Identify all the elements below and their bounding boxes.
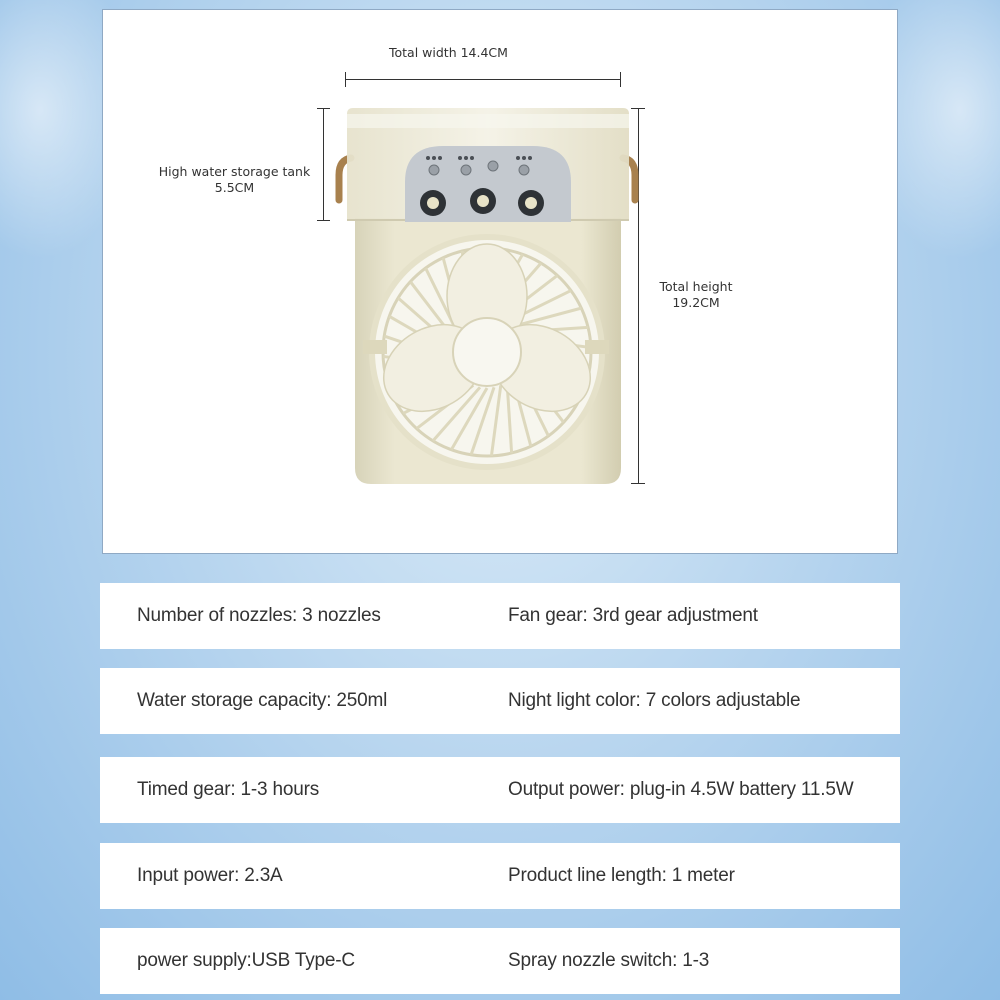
width-dimension-line bbox=[345, 79, 621, 80]
tank-dimension-line bbox=[323, 108, 324, 220]
tank-dimension-tick-bottom bbox=[317, 220, 330, 221]
spec-row-2 bbox=[100, 668, 900, 734]
height-dimension-label-line1: Total height bbox=[659, 279, 733, 294]
fan-bracket-left bbox=[363, 340, 387, 354]
tank-dimension-tick-top bbox=[317, 108, 330, 109]
width-dimension-label: Total width 14.4CM bbox=[389, 45, 508, 60]
control-round-buttons bbox=[420, 188, 544, 216]
spec-row-4 bbox=[100, 843, 900, 909]
tank-dimension-label bbox=[147, 164, 322, 196]
spec-nozzle-switch: Spray nozzle switch: 1-3 bbox=[508, 950, 710, 971]
spec-night-light: Night light color: 7 colors adjustable bbox=[508, 690, 801, 711]
spec-power-supply: power supply:USB Type-C bbox=[137, 950, 355, 971]
spec-fan-gear: Fan gear: 3rd gear adjustment bbox=[508, 605, 758, 626]
spec-timed-gear: Timed gear: 1-3 hours bbox=[137, 779, 320, 800]
spec-nozzles: Number of nozzles: 3 nozzles bbox=[137, 605, 381, 626]
spec-row-5 bbox=[100, 928, 900, 994]
spec-input-power: Input power: 2.3A bbox=[137, 865, 283, 886]
fan-hub bbox=[453, 318, 521, 386]
spec-output-power: Output power: plug-in 4.5W battery 11.5W bbox=[508, 779, 854, 800]
product-image-panel bbox=[102, 9, 898, 554]
spec-line-length: Product line length: 1 meter bbox=[508, 865, 735, 886]
fan-grille bbox=[368, 234, 606, 470]
spec-row-1 bbox=[100, 583, 900, 649]
tank-dimension-label-line2: 5.5CM bbox=[214, 180, 255, 195]
height-dimension-label bbox=[641, 279, 751, 311]
spec-row-3 bbox=[100, 757, 900, 823]
spec-water-capacity: Water storage capacity: 250ml bbox=[137, 690, 388, 711]
tank-dimension-label-line1: High water storage tank bbox=[158, 164, 311, 179]
width-dimension-tick-right bbox=[620, 72, 621, 87]
fan-bracket-right bbox=[585, 340, 609, 354]
mini-air-cooler-illustration bbox=[333, 100, 643, 500]
width-dimension-tick-left bbox=[345, 72, 346, 87]
height-dimension-label-line2: 19.2CM bbox=[672, 295, 720, 310]
